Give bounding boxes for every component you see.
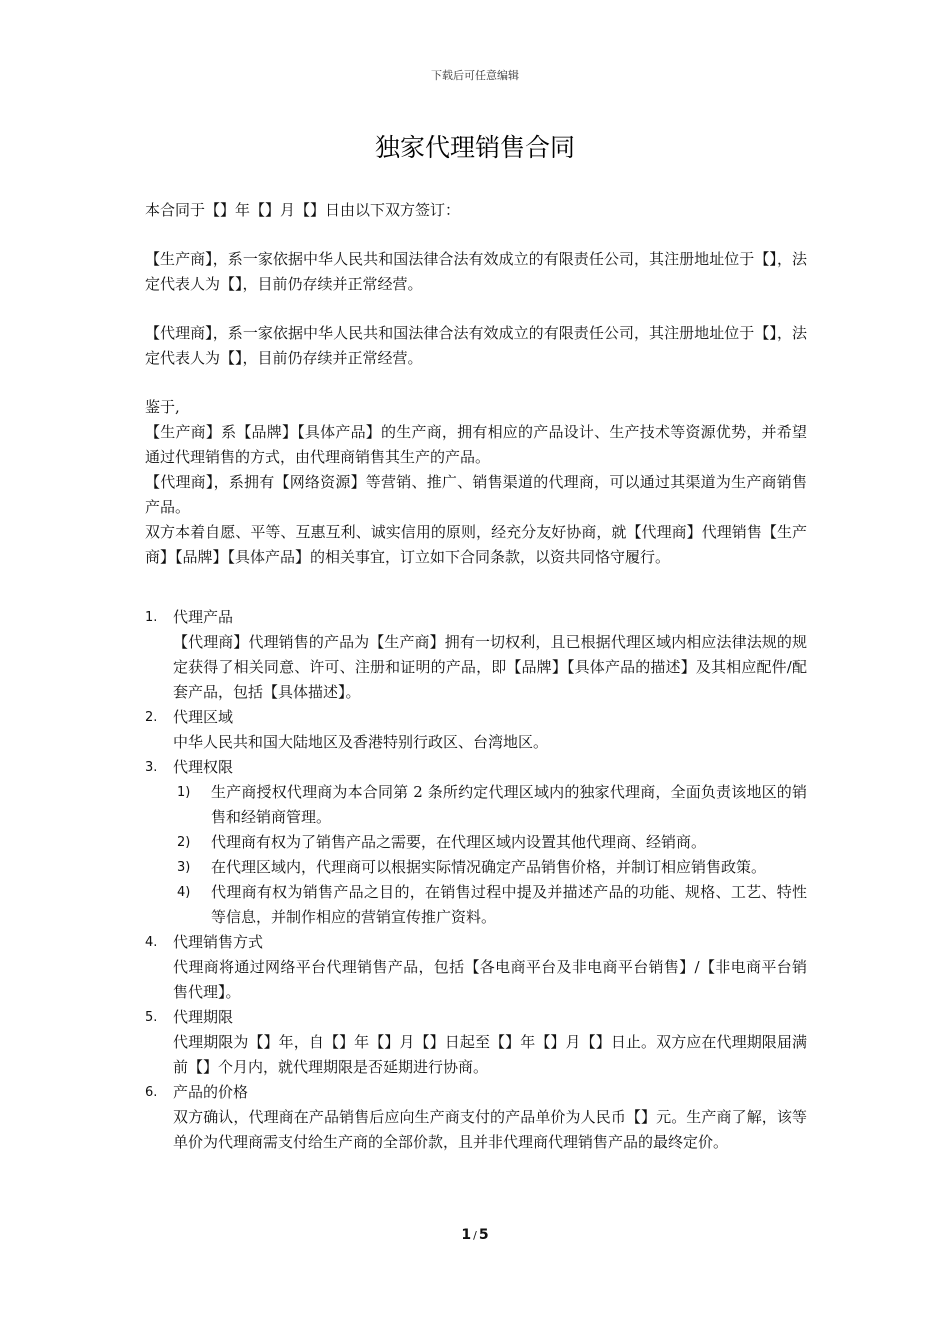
sub-clause-number: 4) — [177, 885, 191, 900]
clause-body: 代理期限为【】年，自【】年【】月【】日起至【】年【】月【】日止。双方应在代理期限届满前【】个月内，就代理期限是否延期进行协商。 — [173, 1033, 807, 1076]
sub-clause-number: 3) — [177, 860, 191, 875]
sub-clause-number: 2) — [177, 835, 191, 850]
clause-body: 中华人民共和国大陆地区及香港特别行政区、台湾地区。 — [173, 733, 549, 751]
page-separator: / — [473, 1229, 477, 1242]
document-body — [145, 198, 807, 1155]
clause-title: 代理期限 — [173, 1008, 234, 1026]
sub-clause-1 — [145, 780, 807, 830]
clause-number: 5. — [145, 1010, 158, 1025]
clause-number: 6. — [145, 1085, 158, 1100]
clause-title: 代理区域 — [173, 708, 234, 726]
whereas-paragraph-1: 【生产商】系【品牌】【具体产品】的生产商，拥有相应的产品设计、生产技术等资源优势，并希望通过代理销售的方式，由代理商销售其生产的产品。 — [145, 423, 807, 466]
sub-clause-text: 在代理区域内，代理商可以根据实际情况确定产品销售价格，并制订相应销售政策。 — [211, 858, 767, 876]
clause-title: 产品的价格 — [173, 1083, 249, 1101]
party-a-paragraph: 【生产商】，系一家依据中华人民共和国法律合法有效成立的有限责任公司，其注册地址位于【】，法定代表人为【】，目前仍存续并正常经营。 — [145, 250, 807, 293]
clause-body: 双方确认，代理商在产品销售后应向生产商支付的产品单价为人民币【】元。生产商了解，该等单价为代理商需支付给生产商的全部价款，且并非代理商代理销售产品的最终定价。 — [173, 1108, 807, 1151]
sub-clause-number: 1) — [177, 785, 191, 800]
clause-title: 代理销售方式 — [173, 933, 264, 951]
clause-title: 代理产品 — [173, 608, 234, 626]
total-pages: 5 — [478, 1227, 489, 1243]
sub-clause-text: 代理商有权为销售产品之目的，在销售过程中提及并描述产品的功能、规格、工艺、特性等信息，并制作相应的营销宣传推广资料。 — [211, 883, 807, 926]
clause-title: 代理权限 — [173, 758, 234, 776]
clause-6 — [145, 1080, 807, 1105]
sub-clause-2 — [145, 830, 807, 855]
current-page: 1 — [461, 1227, 472, 1243]
document-title: 独家代理销售合同 — [374, 133, 575, 162]
clause-4 — [145, 930, 807, 955]
clause-number: 3. — [145, 760, 158, 775]
sub-clause-text: 代理商有权为了销售产品之需要，在代理区域内设置其他代理商、经销商。 — [211, 833, 707, 851]
party-b-paragraph: 【代理商】，系一家依据中华人民共和国法律合法有效成立的有限责任公司，其注册地址位于【】，法定代表人为【】，目前仍存续并正常经营。 — [145, 324, 807, 367]
clause-body: 【代理商】代理销售的产品为【生产商】拥有一切权利，且已根据代理区域内相应法律法规的规定获得了相关同意、许可、注册和证明的产品，即【品牌】【具体产品的描述】及其相应配件/配套产品，包括【具体描述】。 — [173, 633, 807, 701]
sub-clause-4 — [145, 880, 807, 930]
page-header: 下载后可任意编辑 — [431, 69, 519, 82]
clause-number: 2. — [145, 710, 158, 725]
clause-1 — [145, 605, 807, 630]
clause-3 — [145, 755, 807, 780]
clause-number: 4. — [145, 935, 158, 950]
clause-2 — [145, 705, 807, 730]
whereas-paragraph-2: 【代理商】，系拥有【网络资源】等营销、推广、销售渠道的代理商，可以通过其渠道为生产商销售产品。 — [145, 473, 807, 516]
sub-clause-text: 生产商授权代理商为本合同第 2 条所约定代理区域内的独家代理商，全面负责该地区的销售和经销商管理。 — [211, 783, 807, 826]
whereas-paragraph-3: 双方本着自愿、平等、互惠互利、诚实信用的原则，经充分友好协商，就【代理商】代理销售【生产商】【品牌】【具体产品】的相关事宜，订立如下合同条款，以资共同恪守履行。 — [145, 523, 807, 566]
intro-paragraph: 本合同于【】年【】月【】日由以下双方签订： — [145, 201, 461, 219]
clause-5 — [145, 1005, 807, 1030]
page-number — [0, 1227, 950, 1243]
sub-clause-3 — [145, 855, 807, 880]
whereas-heading: 鉴于, — [145, 398, 180, 416]
clause-number: 1. — [145, 610, 158, 625]
clause-body: 代理商将通过网络平台代理销售产品，包括【各电商平台及非电商平台销售】/【非电商平台销售代理】。 — [173, 958, 807, 1001]
